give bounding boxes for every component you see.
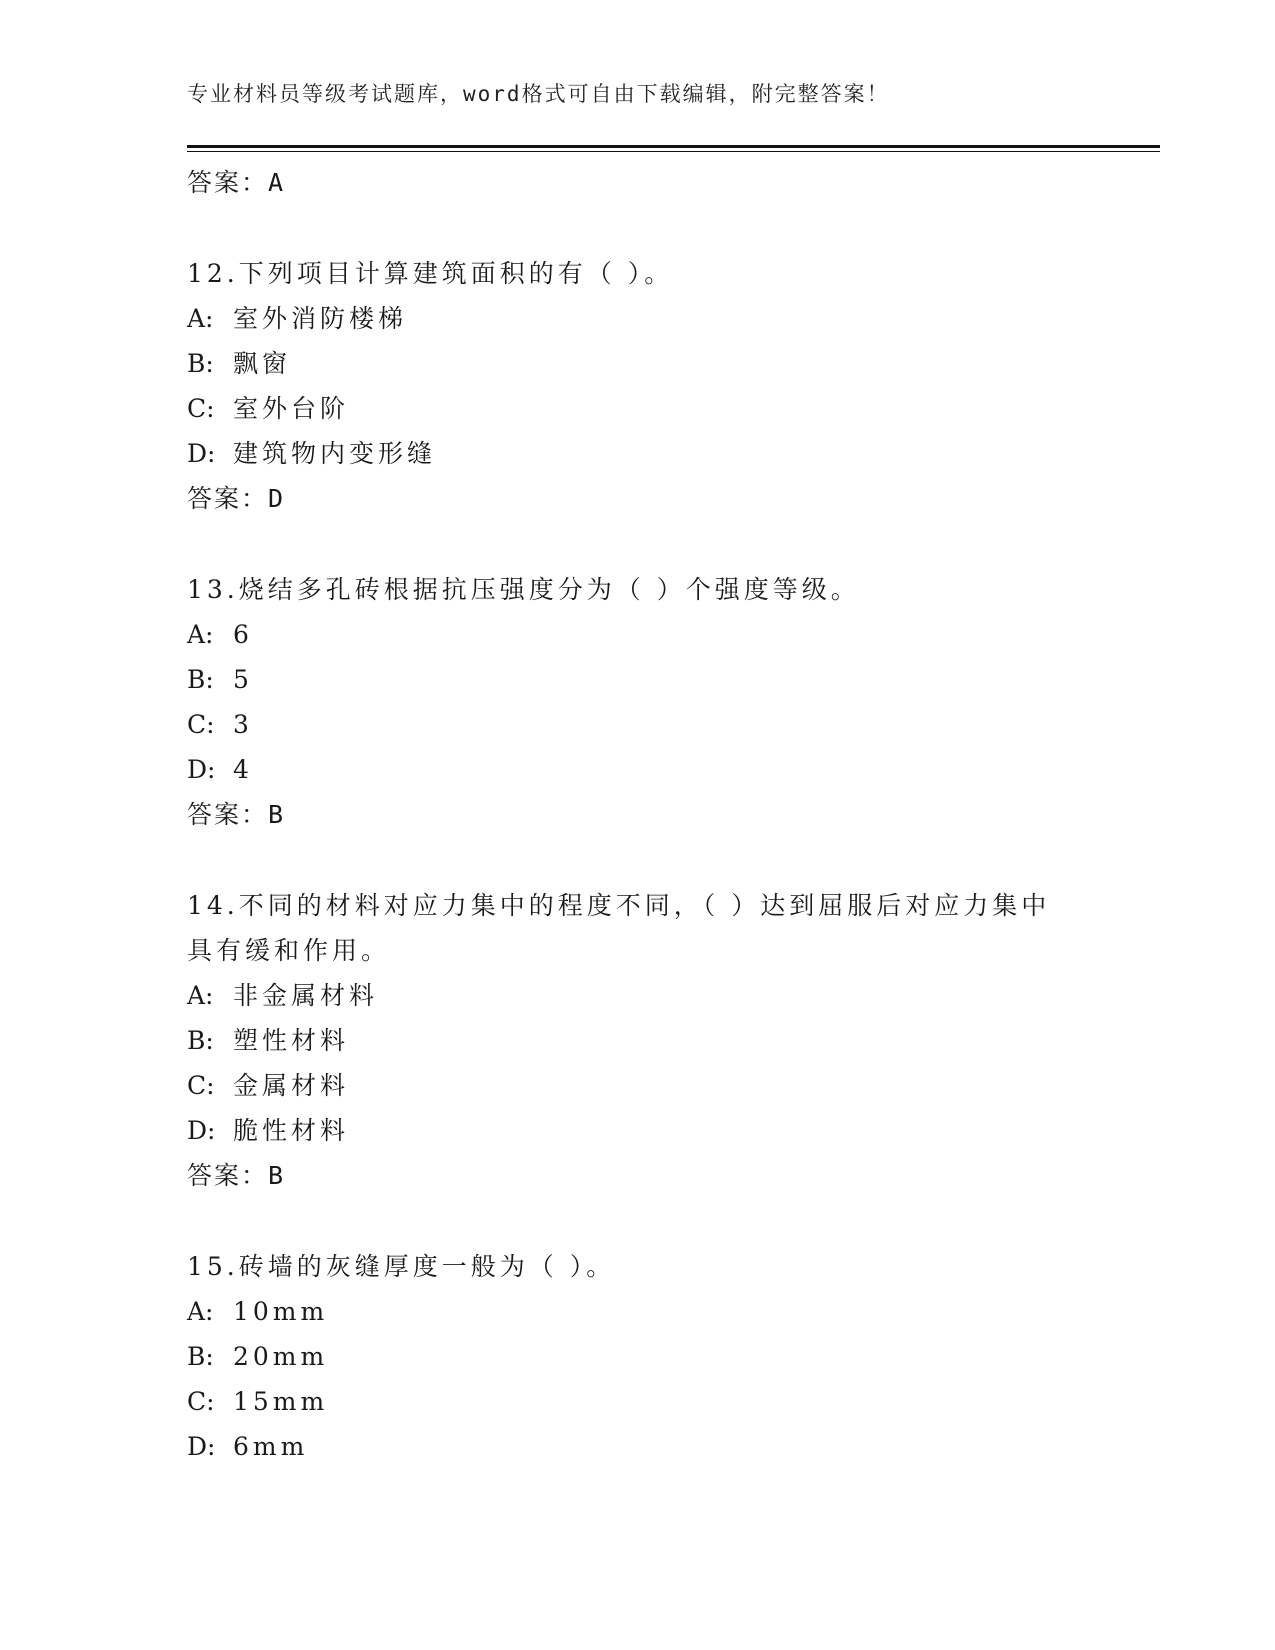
answer-label: 答案： xyxy=(187,484,269,513)
option-a: A: 非金属材料 xyxy=(187,981,379,1010)
option-d: D: 6mm xyxy=(187,1432,309,1461)
option-a: A: 10mm xyxy=(187,1297,329,1326)
option-c: C: 15mm xyxy=(187,1387,329,1416)
option-d: D: 4 xyxy=(187,755,253,784)
question-number: 12. xyxy=(187,259,239,288)
question-13 xyxy=(187,567,1087,837)
answer-line xyxy=(187,792,1087,837)
option-c: C: 室外台阶 xyxy=(187,394,350,423)
option-b: B: 20mm xyxy=(187,1342,329,1371)
page-header: 专业材料员等级考试题库，word格式可自由下载编辑，附完整答案！ xyxy=(187,82,890,106)
answer-value: B xyxy=(268,800,286,829)
header-rule-thick xyxy=(187,145,1160,148)
question-number: 15. xyxy=(187,1252,239,1281)
option-b: B: 塑性材料 xyxy=(187,1026,350,1055)
answer-line xyxy=(187,1153,1087,1198)
question-text: 15.砖墙的灰缝厚度一般为（ ）。 xyxy=(187,1252,616,1281)
question-text: 12.下列项目计算建筑面积的有（ ）。 xyxy=(187,259,674,288)
answer-line xyxy=(187,160,1087,205)
question-text: 13.烧结多孔砖根据抗压强度分为（ ）个强度等级。 xyxy=(187,575,860,604)
answer-label: 答案： xyxy=(187,168,269,197)
option-d: D: 建筑物内变形缝 xyxy=(187,439,437,468)
answer-value: B xyxy=(268,1161,286,1190)
question-15 xyxy=(187,1244,1087,1469)
option-a: A: 6 xyxy=(187,620,253,649)
option-b: B: 5 xyxy=(187,665,253,694)
question-text-continued: 具有缓和作用。 xyxy=(187,936,391,965)
question-text: 14.不同的材料对应力集中的程度不同，（ ）达到屈服后对应力集中 xyxy=(187,891,1051,920)
question-12 xyxy=(187,251,1087,521)
question-number: 13. xyxy=(187,575,239,604)
option-b: B: 飘窗 xyxy=(187,349,292,378)
answer-value: D xyxy=(268,484,286,513)
question-list xyxy=(187,160,1087,1469)
answer-label: 答案： xyxy=(187,800,269,829)
option-c: C: 金属材料 xyxy=(187,1071,350,1100)
option-c: C: 3 xyxy=(187,710,253,739)
answer-value: A xyxy=(268,168,286,197)
option-a: A: 室外消防楼梯 xyxy=(187,304,408,333)
question-number: 14. xyxy=(187,891,239,920)
answer-label: 答案： xyxy=(187,1161,269,1190)
option-d: D: 脆性材料 xyxy=(187,1116,350,1145)
question-14 xyxy=(187,883,1087,1198)
answer-line xyxy=(187,476,1087,521)
header-rule-thin xyxy=(187,151,1160,152)
